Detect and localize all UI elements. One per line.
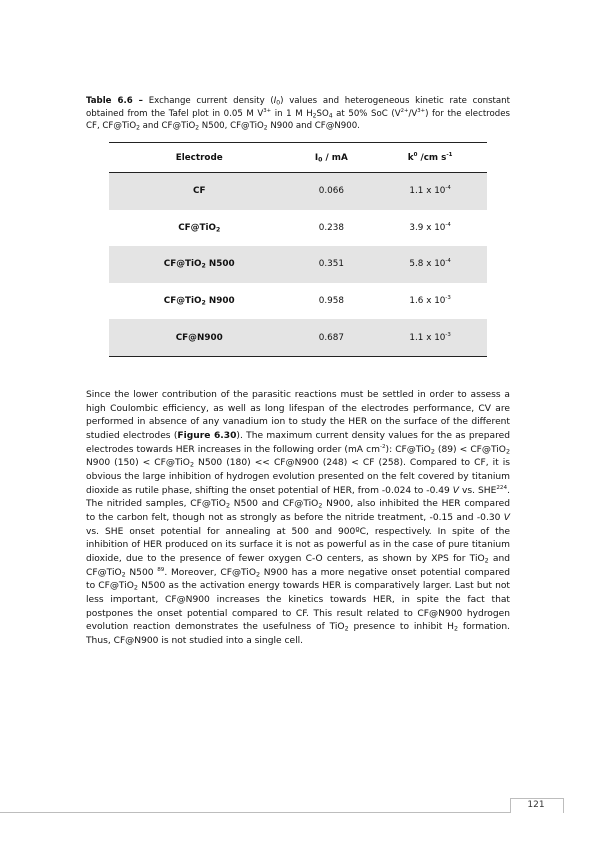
body-paragraph: Since the lower contribution of the parasitic reactions must be settled in order to assess a high Coulombic efficiency, as well as long lifespan of the electrodes performance, CV are performed in absence of any vanadium ion to study the HER on the surface of the different studied electrodes (Figure 6.30). The maximum current density values for the as prepared electrodes towards HER increases in the following order (mA $cm^{-2}$): CF@TiO$_2$ (89) < CF@TiO$_2$ N900 (150) < CF@TiO$_2$ N500 (180) << CF@N900 (248) < CF (258). Compared to CF, it is obvious the large inhibition of hydrogen evolution presented on the felt covered by titanium dioxide as rutile phase, shifting the onset potential of HER, from -0.024 to -0.49 V vs. SHE$^{224}$. The nitrided samples, CF@TiO$_2$ N500 and CF@TiO$_2$ N900, also inhibited the HER compared to the carbon felt, though not as strongly as before the nitride treatment, -0.15 and -0.30 V vs. SHE onset potential for annealing at 500 and 900ºC, respectively. In spite of the inhibition of HER produced on its surface it is not as powerful as in the case of pure titanium dioxide, due to the presence of fewer oxygen C-O centers, as shown by XPS for TiO$_2$ and CF@TiO$_2$ N500 $^{89}$. Moreover, CF@TiO$_2$ N900 has a more negative onset potential compared to CF@TiO$_2$ N500 as the activation energy towards HER is comparatively larger. Last but not less important, CF@N900 increases the kinetics towards HER, in spite the fact that postpones the onset potential compared to CF. This result related to CF@N900 hydrogen evolution reaction demonstrates the usefulness of TiO$_2$ presence to inhibit $H_2$ formation. Thus, CF@N900 is not studied into a single cell. [86,390,511,646]
cell-k0: 3.9 x $10^{-4}$ [409,221,451,233]
cell-i0: 0.958 [318,296,344,307]
page-number: 121 [527,800,545,810]
cell-i0: 0.238 [318,222,344,233]
cell-k0: 1.1 x $10^{-4}$ [373,173,487,210]
cell-i0: 0.066 [289,173,373,210]
table-row [109,210,487,247]
citation-89: 89 [157,566,165,573]
table-row [109,319,487,356]
header-i0: $I_0$ / mA [289,143,373,173]
table-row [109,246,487,283]
kinetics-table [109,142,487,357]
table-row [109,173,487,210]
cell-k0: 5.8 x $10^{-4}$ [373,246,487,283]
cell-electrode: CF@N900 [109,319,289,356]
caption-label: Table 6.6 – [86,96,143,106]
cell-k0: 1.1 x $10^{-3}$ [373,319,487,356]
cell-i0: 0.351 [289,246,373,283]
cell-i0: 0.687 [289,319,373,356]
table-row [109,283,487,320]
cell-electrode: CF [109,173,289,210]
header-electrode: Electrode [109,143,289,173]
cell-electrode: CF@TiO$_2$ N500 [109,246,289,283]
citation-224: 224 [496,484,508,491]
table-caption: Table 6.6 – Exchange current density $(I_0)$ values and heterogeneous kinetic rate constant obtained from the Tafel plot in 0.05 M $V^{3+}$ in 1 M $H_2SO_4$ at 50% SoC $(V^{2+}/V^{3+})$ for the electrodes CF, CF@TiO$_2$ and CF@TiO$_2$ N500, CF@TiO$_2$ N900 and CF@N900. [86,96,511,132]
footer-rule [0,812,510,813]
header-k0: $k^0$ /cm $s^{-1}$ [373,143,487,173]
cell-electrode: CF@TiO$_2$ [178,222,221,234]
figure-reference: Figure 6.30 [177,430,237,441]
table-header-row [109,143,487,173]
cell-electrode: CF@TiO$_2$ N900 [163,296,235,307]
cell-k0: 1.6 x $10^{-3}$ [409,295,451,307]
